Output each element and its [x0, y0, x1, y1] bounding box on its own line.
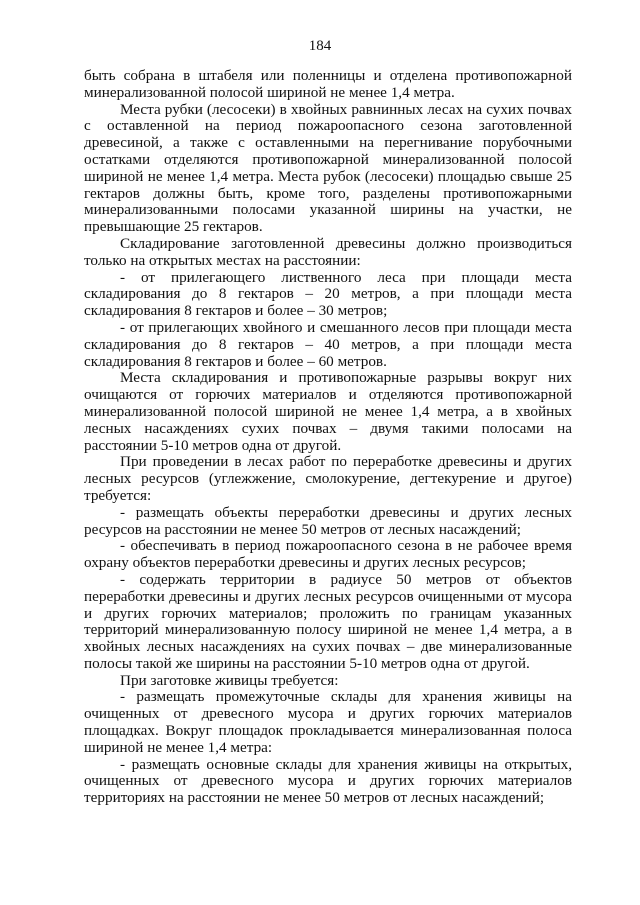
list-item-main-storage: - размещать основные склады для хранения живицы на открытых, очищенных от древесного мусора и других горючих материалов территориях на расстоянии не менее 50 метров от лесных насаждений; [84, 755, 572, 807]
list-item-guard: - обеспечивать в период пожароопасного сезона в не рабочее время охрану объектов переработки древесины и других лесных ресурсов; [84, 537, 572, 572]
page-number: 184 [308, 38, 332, 54]
paragraph-6: Места складирования и противопожарные разрывы вокруг них очищаются от горючих материалов и отделяются противопожарной минерализованной полосой шириной не менее 1,4 метра, а в хвойных лесных насаждениях сухих почвах – двумя такими полосами на расстоянии 5-10 метров одна от другой. [84, 369, 572, 454]
document-body [84, 68, 572, 807]
paragraph-3: Складирование заготовленной древесины должно производиться только на открытых местах на расстоянии: [84, 234, 572, 269]
paragraph-11: При заготовке живицы требуется: [120, 671, 339, 689]
list-item-intermediate-storage: - размещать промежуточные склады для хранения живицы на очищенных от древесного мусора и других горючих материалов площадках. Вокруг площадок прокладывается минерализованная полоса шириной не менее 1,4 метра: [84, 688, 572, 756]
paragraph-7: При проведении в лесах работ по переработке древесины и других лесных ресурсов (углежжение, смолокурение, дегтекурение и другое) требуется: [84, 453, 572, 504]
list-item-deciduous-distance: - от прилегающего лиственного леса при площади места складирования до 8 гектаров – 20 метров, а при площади места складирования 8 гектаров и более – 30 метров; [84, 268, 572, 320]
list-item-territory: - содержать территории в радиусе 50 метров от объектов переработки древесины и других лесных ресурсов очищенными от мусора и других горючих материалов; проложить по границам указанных территорий минерализованную полосу шириной не менее 1,4 метра, а в хвойных лесных насаждениях на сухих почвах – две минерализованные полосы такой же ширины на расстоянии 5-10 метров одна от другой. [84, 570, 572, 672]
list-item-coniferous-distance: - от прилегающих хвойного и смешанного лесов при площади места складирования до 8 гектаров – 40 метров, а при площади места складирования 8 гектаров и более – 60 метров. [84, 318, 572, 370]
paragraph-1: быть собрана в штабеля или поленницы и отделена противопожарной минерализованной полосой шириной не менее 1,4 метра. [84, 67, 572, 101]
paragraph-2: Места рубки (лесосеки) в хвойных равнинных лесах на сухих почвах с оставленной на период пожароопасного сезона заготовленной древесиной, а также с оставленными на перегнивание порубочными остатками отделяются противопожарной минерализованной полосой шириной не менее 1,4 метра. Места рубок (лесосеки) площадью свыше 25 гектаров должны быть, кроме того, разделены противопожарными минерализованными полосами указанной ширины на участки, не превышающие 25 гектаров. [84, 100, 572, 236]
list-item-placement: - размещать объекты переработки древесины и других лесных ресурсов на расстоянии не менее 50 метров от лесных насаждений; [84, 503, 572, 538]
